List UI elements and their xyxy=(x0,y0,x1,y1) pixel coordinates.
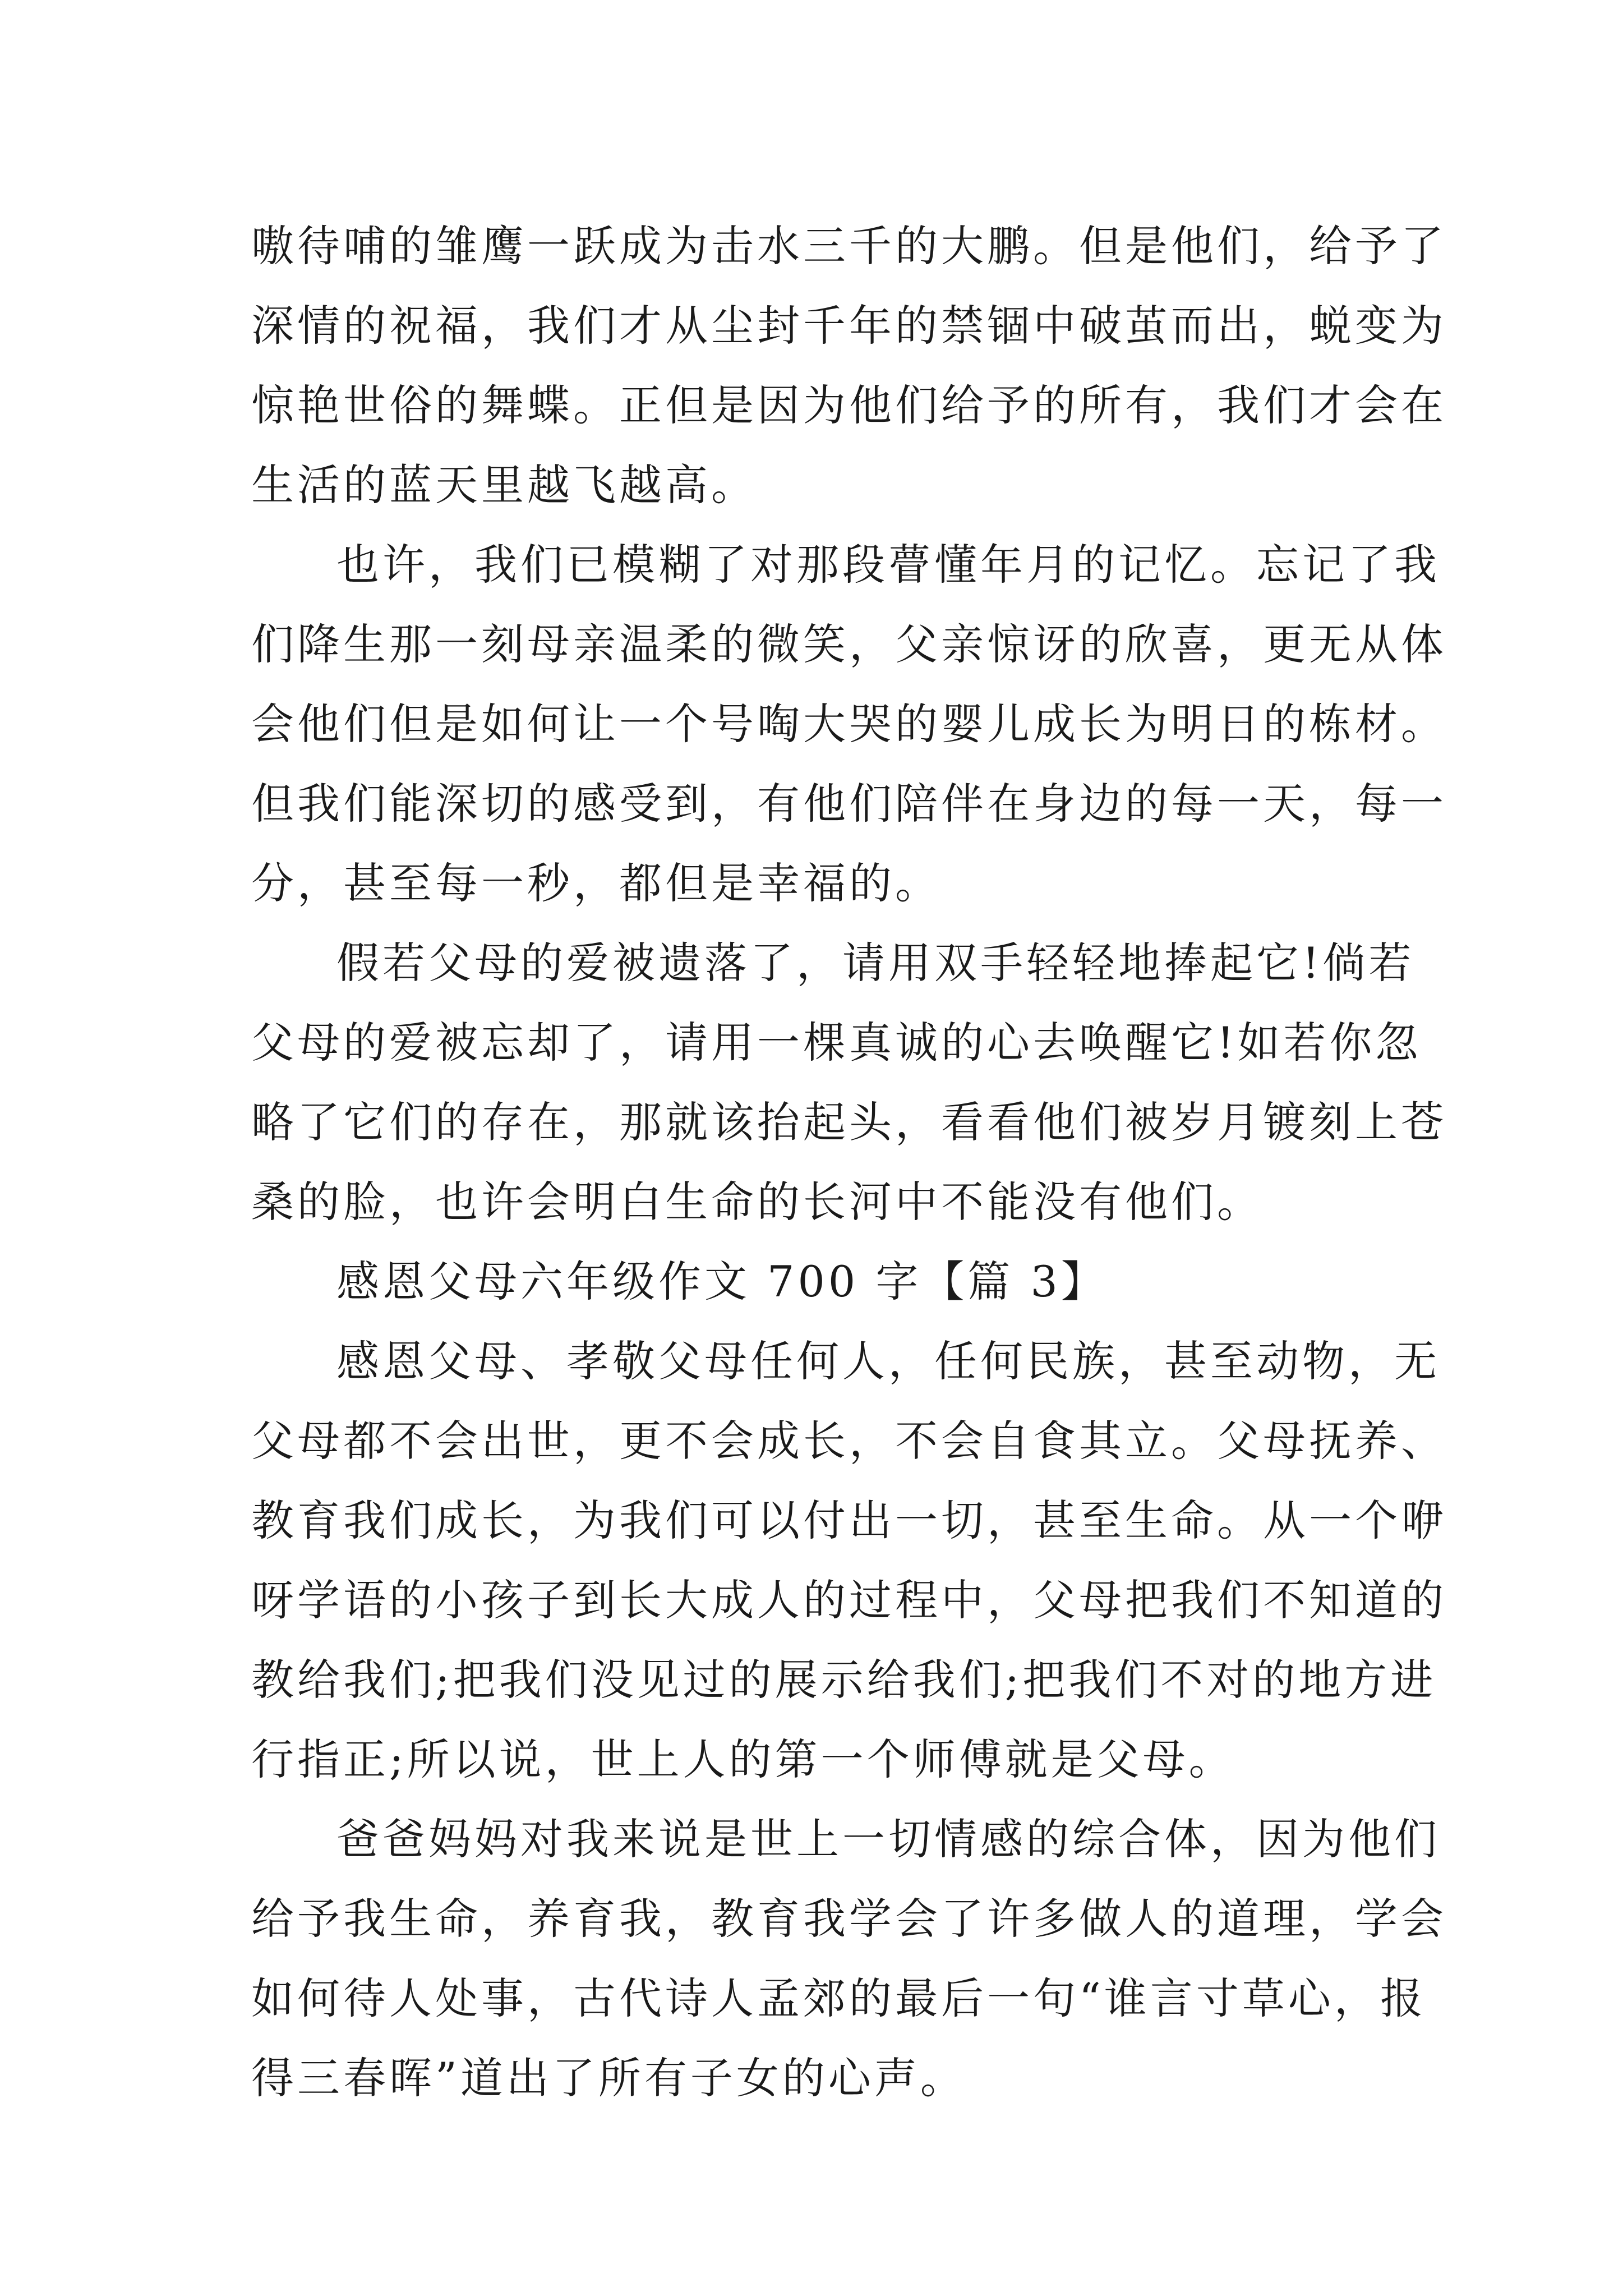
text-line: 嗷待哺的雏鹰一跃成为击水三千的大鹏。但是他们，给予了 xyxy=(251,221,1447,271)
text-line: 给予我生命，养育我，教育我学会了许多做人的道理，学会 xyxy=(251,1894,1447,1944)
text-line: 教给我们;把我们没见过的展示给我们;把我们不对的地方进 xyxy=(251,1655,1437,1705)
text-line: 桑的脸，也许会明白生命的长河中不能没有他们。 xyxy=(251,1177,1263,1227)
text-line: 略了它们的存在，那就该抬起头，看看他们被岁月镀刻上苍 xyxy=(251,1097,1447,1147)
text-line: 父母的爱被忘却了，请用一棵真诚的心去唤醒它!如若你忽 xyxy=(251,1018,1422,1068)
text-line: 惊艳世俗的舞蝶。正但是因为他们给予的所有，我们才会在 xyxy=(251,380,1447,430)
text-line: 父母都不会出世，更不会成长，不会自食其立。父母抚养、 xyxy=(251,1416,1447,1466)
text-line: 如何待人处事，古代诗人孟郊的最后一句“谁言寸草心，报 xyxy=(251,1973,1426,2023)
text-line: 行指正;所以说，世上人的第一个师傅就是父母。 xyxy=(251,1734,1235,1784)
text-line: 深情的祝福，我们才从尘封千年的禁锢中破茧而出，蜕变为 xyxy=(251,301,1447,351)
text-line: 会他们但是如何让一个号啕大哭的婴儿成长为明日的栋材。 xyxy=(251,699,1447,749)
text-line: 教育我们成长，为我们可以付出一切，甚至生命。从一个咿 xyxy=(251,1496,1447,1545)
text-line: 也许，我们已模糊了对那段瞢懂年月的记忆。忘记了我 xyxy=(336,540,1440,590)
text-line: 生活的蓝天里越飞越高。 xyxy=(251,460,757,510)
section-heading: 感恩父母六年级作文 700 字【篇 3】 xyxy=(336,1257,1107,1306)
text-line: 假若父母的爱被遗落了，请用双手轻轻地捧起它!倘若 xyxy=(336,938,1415,988)
document-body xyxy=(251,206,1447,2118)
text-line: 们降生那一刻母亲温柔的微笑，父亲惊讶的欣喜，更无从体 xyxy=(251,619,1447,669)
text-line: 爸爸妈妈对我来说是世上一切情感的综合体，因为他们 xyxy=(336,1814,1440,1864)
text-line: 但我们能深切的感受到，有他们陪伴在身边的每一天，每一 xyxy=(251,779,1447,829)
text-line: 感恩父母、孝敬父母任何人，任何民族，甚至动物，无 xyxy=(336,1336,1440,1386)
text-line: 得三春晖”道出了所有子女的心声。 xyxy=(251,2053,966,2103)
text-line: 呀学语的小孩子到长大成人的过程中，父母把我们不知道的 xyxy=(251,1575,1447,1625)
text-line: 分，甚至每一秒，都但是幸福的。 xyxy=(251,858,941,908)
